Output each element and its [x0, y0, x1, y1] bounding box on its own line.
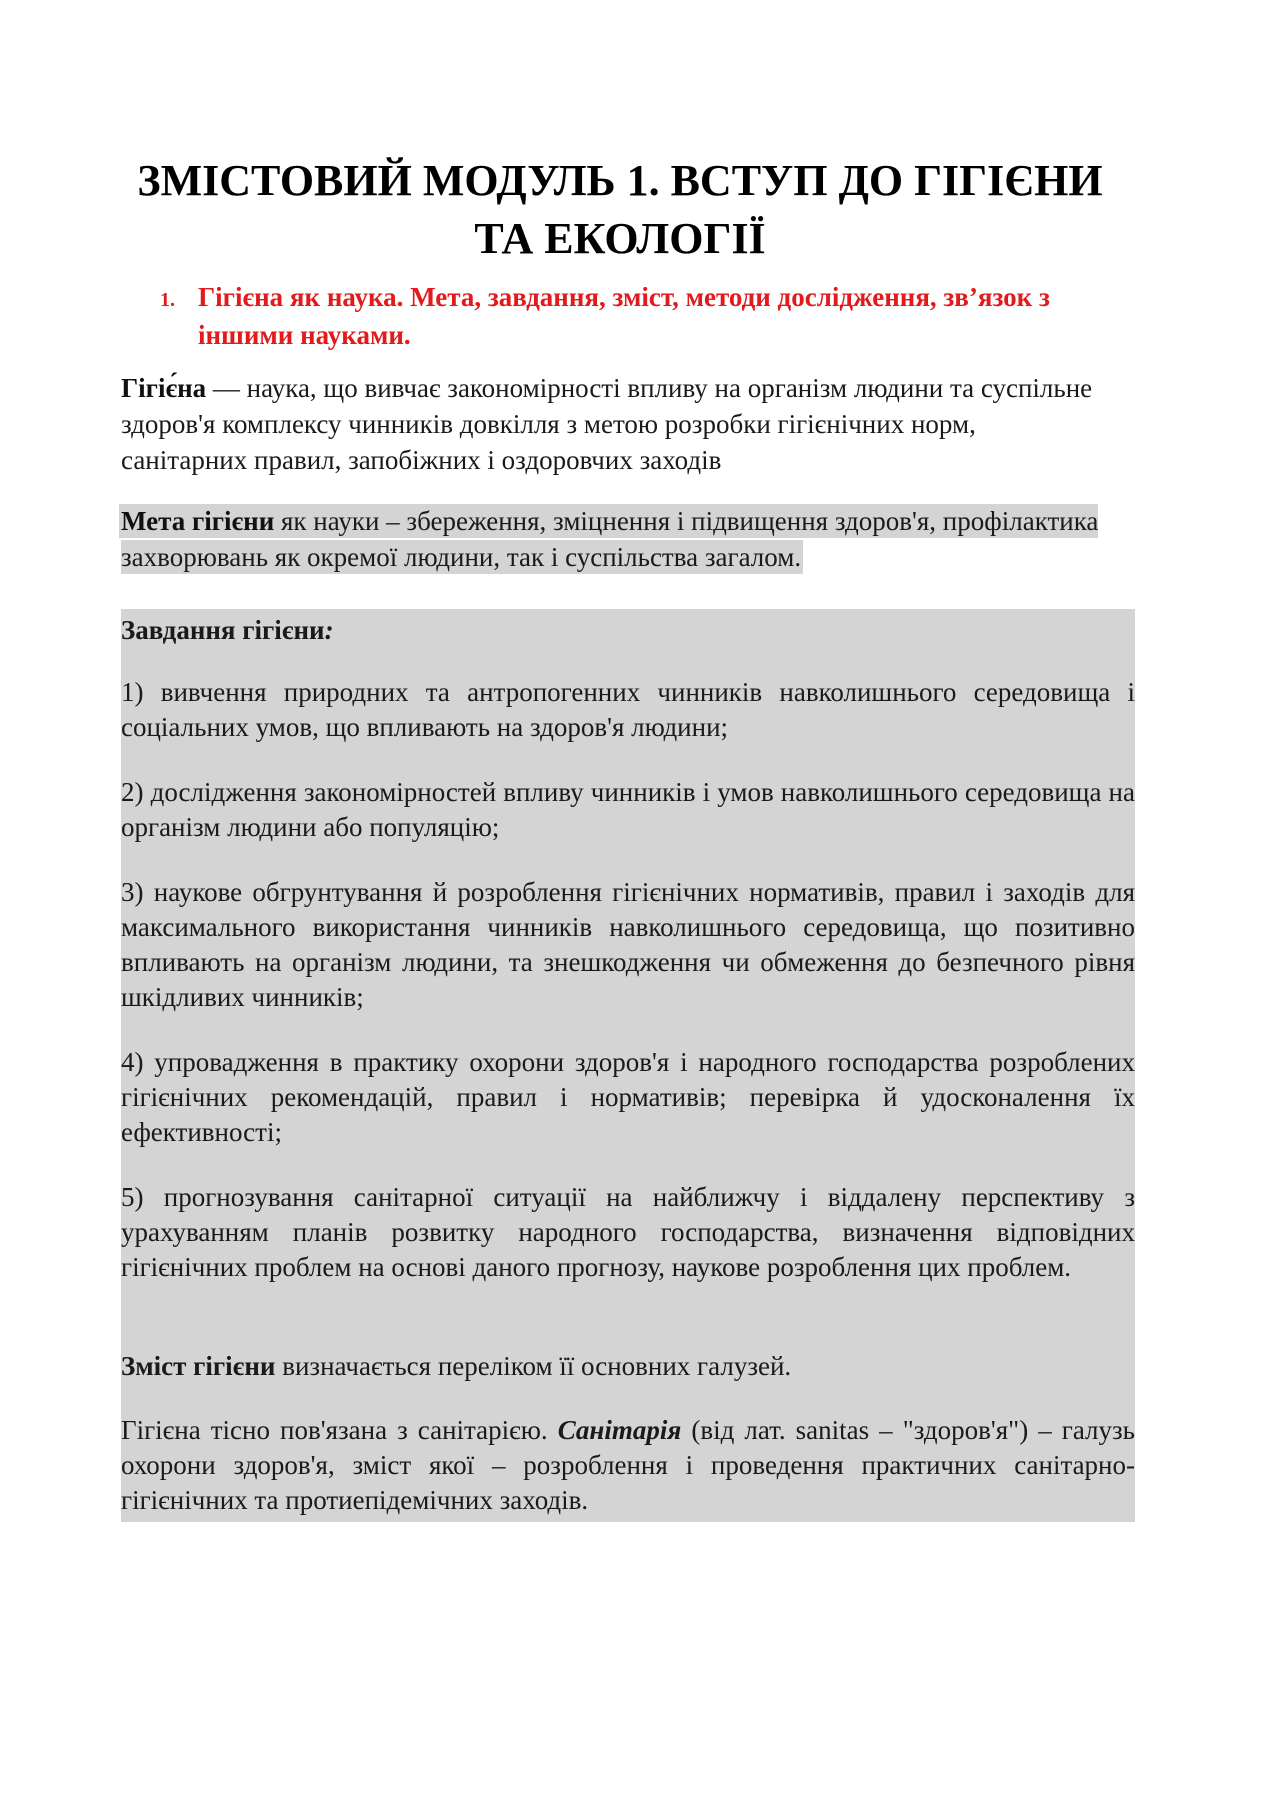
section-number: 1. [160, 289, 175, 311]
definition-text: — наука, що вивчає закономірності впливу на організм людини та суспільне здоров'я комплексу чинників довкілля з метою розробки гігієнічних норм, санітарних правил, запобіжних і оздоровчих заходів [121, 373, 1093, 475]
sanitary-text: (від лат. sanitas – "здоров'я") – галузь охорони здоров'я, зміст якої – розроблення і проведення практичних санітарно-гігієнічних та протиепідемічних заходів. [121, 1415, 1135, 1515]
goal-text: як науки – збереження, зміцнення і підвищення здоров'я, профілактика захворювань як окремої людини, так і суспільства загалом. [121, 506, 1099, 572]
task-item-2: 2) дослідження закономірностей впливу чинників і умов навколишнього середовища на організм людини або популяцію; [121, 777, 1135, 842]
section-heading-text: Гігієна як наука. Мета, завдання, зміст, методи дослідження, зв’язок з іншими науками. [198, 282, 1050, 350]
page-title [120, 152, 1120, 268]
title-line-1: ЗМІСТОВИЙ МОДУЛЬ 1. ВСТУП ДО ГІГІЄНИ [137, 156, 1103, 205]
content-paragraph [121, 1349, 1135, 1384]
definition-paragraph [121, 370, 1101, 478]
content-text: визначається переліком її основних галузей. [275, 1351, 792, 1381]
tasks-title: Завдання гігієни [121, 615, 325, 645]
task-item-1: 1) вивчення природних та антропогенних чинників навколишнього середовища і соціальних умов, що впливають на здоров'я людини; [121, 677, 1135, 742]
section-heading [160, 278, 1060, 354]
goal-highlight [121, 506, 1098, 572]
title-line-2: ТА ЕКОЛОГІЇ [474, 214, 766, 263]
task-item-5: 5) прогнозування санітарної ситуації на найближчу і віддалену перспективу з урахуванням планів розвитку народного господарства, визначення відповідних гігієнічних проблем на основі даного прогнозу, наукове розроблення цих проблем. [121, 1182, 1135, 1282]
tasks-heading [121, 613, 1135, 648]
sanitary-term: Санітарія [557, 1415, 682, 1445]
task-item-3: 3) наукове обгрунтування й розроблення гігієнічних нормативів, правил і заходів для максимального використання чинників навколишнього середовища, що позитивно впливають на організм людини, та знешкодження чи обмеження до безпечного рівня шкідливих чинників; [121, 877, 1135, 1012]
tasks-title-colon: : [324, 615, 334, 645]
goal-paragraph [121, 503, 1121, 575]
definition-term: Гігіє́на [121, 373, 207, 403]
task-item-4: 4) упровадження в практику охорони здоров'я і народного господарства розроблених гігієнічних рекомендацій, правил і нормативів; перевірка й удосконалення їх ефективності; [121, 1047, 1135, 1147]
tasks-shaded-block [121, 609, 1135, 1522]
sanitary-prefix: Гігієна тісно пов'язана з санітарією. [121, 1415, 558, 1445]
sanitary-paragraph [121, 1413, 1135, 1518]
goal-term: Мета гігієни [121, 506, 275, 536]
content-term: Зміст гігієни [121, 1351, 276, 1381]
